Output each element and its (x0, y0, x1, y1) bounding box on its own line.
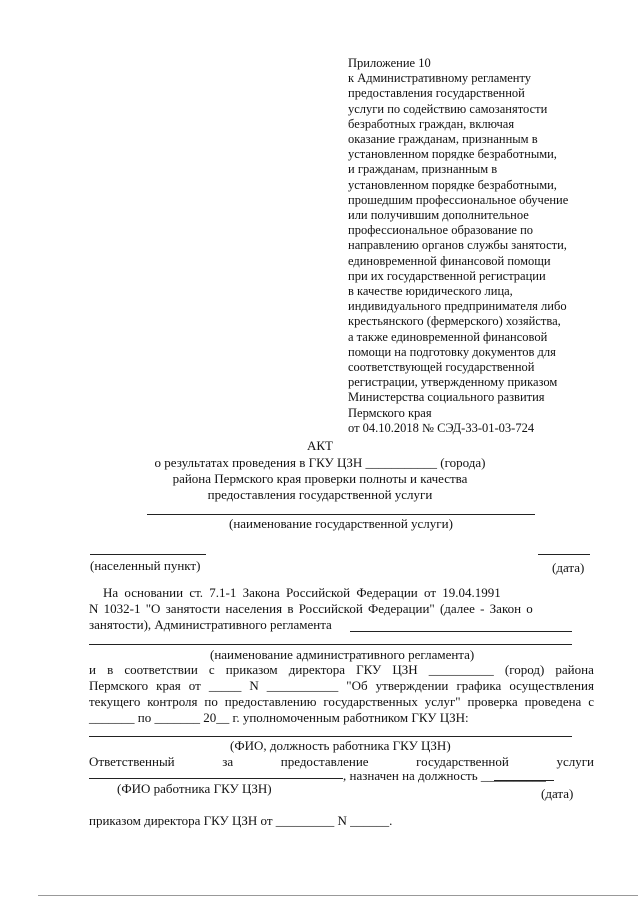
justified-word: Ответственный (89, 754, 175, 769)
appendix-line: при их государственной регистрации (348, 268, 546, 283)
justified-word: проведена (524, 694, 582, 709)
service-name-caption: (наименование государственной услуги) (229, 516, 453, 531)
justified-word: приказом (225, 662, 278, 677)
justified-word: предоставление (280, 754, 369, 769)
justified-word: проверка (467, 694, 518, 709)
service-name-line (147, 514, 535, 515)
appendix-line: установленном порядке безработными, (348, 147, 557, 162)
responsible-line (89, 754, 594, 769)
justified-word: за (222, 754, 234, 769)
act-title-line-1: о результатах проведения в ГКУ ЦЗН ___________ (города) (154, 455, 486, 470)
appendix-line: установленном порядке безработными, (348, 177, 557, 192)
justified-word: в (107, 662, 114, 677)
justified-word: края (156, 678, 181, 693)
appendix-line: оказание гражданам, признанным в (348, 132, 538, 147)
date-line (538, 554, 590, 555)
justified-word: N (249, 678, 259, 693)
appendix-line: соответствующей государственной (348, 360, 535, 375)
justified-word: предоставлению (224, 694, 317, 709)
employee-caption: (ФИО, должность работника ГКУ ЦЗН) (230, 738, 451, 753)
justified-word: осуществления (509, 678, 594, 693)
appendix-line: крестьянского (фермерского) хозяйства, (348, 314, 561, 329)
act-title-line-3: предоставления государственной услуги (207, 487, 433, 502)
justified-word: "Об (346, 678, 368, 693)
justified-word: услуги (556, 754, 594, 769)
date-caption: (дата) (552, 560, 585, 575)
justified-word: района (555, 662, 594, 677)
justified-word: ГКУ (356, 662, 382, 677)
justified-word: директора (288, 662, 346, 677)
locality-line (90, 554, 206, 555)
act-title-line-2: района Пермского края проверки полноты и качества (172, 471, 468, 486)
justified-word: утверждении (375, 678, 449, 693)
responsible-name-line (89, 778, 343, 779)
appendix-line: направлению органов службы занятости, (348, 238, 567, 253)
appendix-block (348, 56, 628, 436)
responsible-date-caption: (дата) (541, 786, 574, 801)
responsible-caption: (ФИО работника ГКУ ЦЗН) (117, 781, 272, 796)
basis-line-2: N 1032-1 "О занятости населения в Российской Федерации" (далее - Закон о (89, 601, 533, 616)
appendix-line: услуги по содействию самозанятости (348, 101, 548, 116)
appendix-line: а также единовременной финансовой (348, 329, 548, 344)
order-line-1 (89, 662, 594, 677)
justified-word: услуг" (424, 694, 461, 709)
justified-word: с (588, 694, 594, 709)
justified-word: соответствии (124, 662, 198, 677)
justified-word: графика (456, 678, 502, 693)
regulation-caption: (наименование административного регламента) (210, 647, 475, 662)
appendix-line: регистрации, утвержденному приказом (348, 375, 558, 390)
justified-word: по (204, 694, 218, 709)
appendix-line: единовременной финансовой помощи (348, 253, 551, 268)
justified-word: (город) (504, 662, 545, 677)
appendix-line: от 04.10.2018 № СЭД-33-01-03-724 (348, 420, 535, 435)
appendix-line: или получившим дополнительное (348, 208, 529, 223)
appendix-line: к Административному регламенту (348, 71, 532, 86)
act-heading: АКТ (307, 438, 333, 453)
order-line-3 (89, 694, 594, 709)
regulation-line-1 (350, 631, 572, 632)
employee-line (89, 736, 572, 737)
appendix-line: помощи на подготовку документов для (348, 344, 556, 359)
justified-word: ___________ (266, 678, 339, 693)
appendix-line: и гражданам, признанным в (348, 162, 498, 177)
order-line-4: _______ по _______ 20__ г. уполномоченным работником ГКУ ЦЗН: (89, 710, 469, 725)
final-order-line: приказом директора ГКУ ЦЗН от _________ N ______. (89, 813, 393, 828)
basis-line-1: На основании ст. 7.1-1 Закона Российской Федерации от 19.04.1991 (103, 585, 501, 600)
regulation-line-2 (89, 644, 572, 645)
justified-word: ЦЗН (392, 662, 418, 677)
justified-word: государственной (416, 754, 509, 769)
appendix-line: Пермского края (348, 405, 432, 420)
appendix-line: профессиональное образование по (348, 223, 534, 238)
justified-word: от (188, 678, 201, 693)
justified-word: с (208, 662, 215, 677)
locality-caption: (населенный пункт) (90, 558, 201, 573)
appendix-line: прошедшим профессиональное обучение (348, 192, 569, 207)
appendix-line: Приложение 10 (348, 56, 431, 70)
basis-line-3: занятости), Административного регламента (89, 617, 332, 632)
page-bottom-rule (38, 895, 638, 896)
appendix-line: Министерства социального развития (348, 390, 545, 405)
justified-word: Пермского (89, 678, 149, 693)
appendix-line: индивидуального предпринимателя либо (348, 299, 567, 314)
justified-word: контроля (147, 694, 198, 709)
appendix-line: предоставления государственной (348, 86, 525, 101)
justified-word: и (89, 662, 96, 677)
appendix-line: в качестве юридического лица, (348, 284, 513, 299)
justified-word: _____ (208, 678, 242, 693)
justified-word: государственных (323, 694, 418, 709)
justified-word: текущего (89, 694, 141, 709)
appointed-text: , назначен на должность __________ (343, 768, 546, 783)
position-line (494, 780, 554, 781)
order-line-2 (89, 678, 594, 693)
appendix-line: безработных граждан, включая (348, 116, 515, 131)
justified-word: __________ (428, 662, 494, 677)
